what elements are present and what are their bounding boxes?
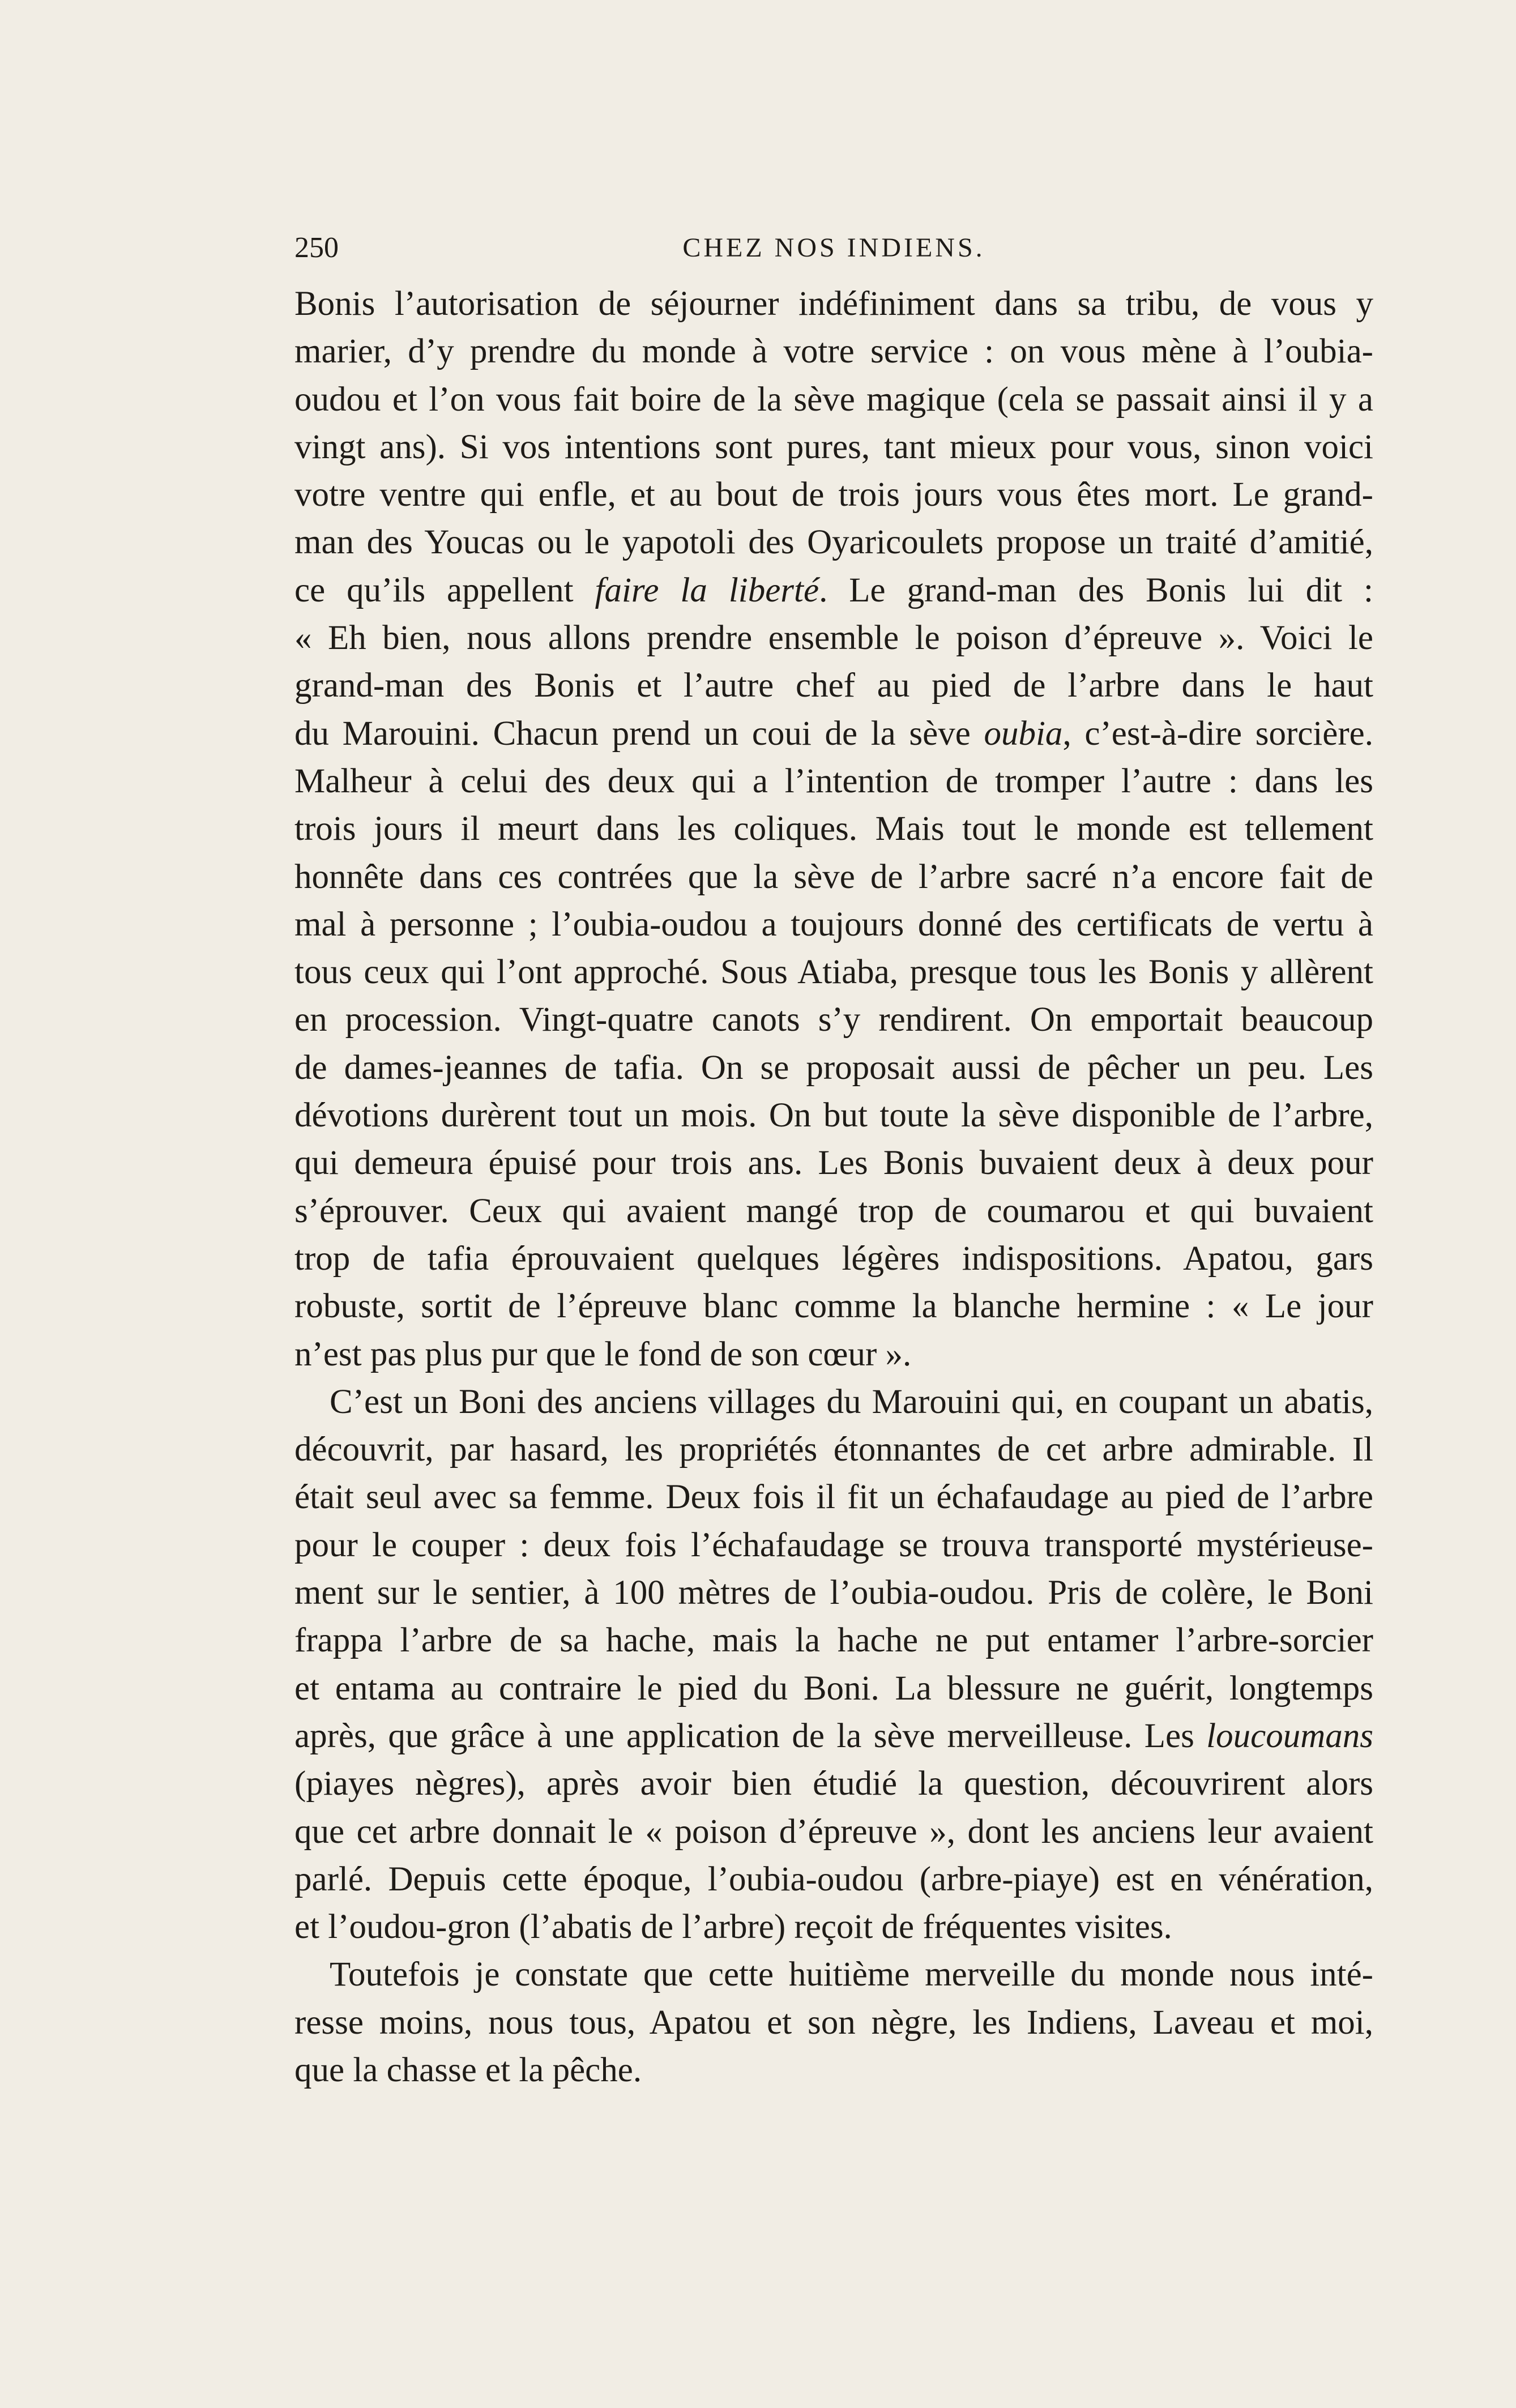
text-run: en procession. Vingt-quatre canots s’y rendirent. On emportait beaucoup xyxy=(294,1001,1373,1039)
text-line xyxy=(294,758,1373,805)
text-run: trois jours il meurt dans les coliques. Mais tout le monde est tellement xyxy=(294,810,1373,848)
italic-text: oubia xyxy=(984,714,1063,753)
page-header xyxy=(294,225,1373,271)
text-run: , c’est-à-dire sorcière. xyxy=(1062,714,1373,753)
text-line xyxy=(294,1903,1373,1951)
text-line xyxy=(294,567,1373,614)
text-line xyxy=(294,1235,1373,1283)
text-line xyxy=(294,376,1373,424)
text-line xyxy=(294,1283,1373,1330)
text-run: dévotions durèrent tout un mois. On but toute la sève disponible de l’arbre, xyxy=(294,1096,1373,1135)
text-run: que cet arbre donnait le « poison d’épreuve », dont les anciens leur avaient xyxy=(294,1812,1373,1851)
text-line xyxy=(294,1426,1373,1474)
paragraph xyxy=(294,1951,1373,2094)
text-run: resse moins, nous tous, Apatou et son nègre, les Indiens, Laveau et moi, xyxy=(294,2003,1373,2042)
text-line xyxy=(294,328,1373,375)
text-line xyxy=(294,853,1373,901)
text-line xyxy=(294,519,1373,566)
text-run: frappa l’arbre de sa hache, mais la hache ne put entamer l’arbre-sorcier xyxy=(294,1621,1373,1660)
text-run: que la chasse et la pêche. xyxy=(294,2051,642,2089)
text-line xyxy=(294,901,1373,949)
text-run: ce qu’ils appellent xyxy=(294,571,595,609)
body-text xyxy=(294,280,1373,2094)
text-run: du Marouini. Chacun prend un coui de la sève xyxy=(294,714,984,753)
text-run: après, que grâce à une application de la sève merveilleuse. Les xyxy=(294,1717,1207,1755)
text-run: qui demeura épuisé pour trois ans. Les Bonis buvaient deux à deux pour xyxy=(294,1144,1373,1182)
running-title: CHEZ NOS INDIENS. xyxy=(682,233,985,263)
text-run: oudou et l’on vous fait boire de la sève magique (cela se passait ainsi il y a xyxy=(294,380,1373,419)
page-number: 250 xyxy=(294,232,339,264)
text-run: pour le couper : deux fois l’échafaudage se trouva transporté mystérieuse- xyxy=(294,1526,1373,1564)
text-line xyxy=(294,949,1373,996)
text-line xyxy=(294,662,1373,710)
text-run: Malheur à celui des deux qui a l’intention de tromper l’autre : dans les xyxy=(294,762,1373,800)
text-run: robuste, sortit de l’épreuve blanc comme la blanche hermine : « Le jour xyxy=(294,1287,1373,1326)
text-line xyxy=(294,1808,1373,1856)
text-run: et entama au contraire le pied du Boni. La blessure ne guérit, longtemps xyxy=(294,1669,1373,1707)
text-line xyxy=(294,1092,1373,1139)
text-line xyxy=(294,1951,1373,1999)
text-run: C’est un Boni des anciens villages du Marouini qui, en coupant un abatis, xyxy=(330,1382,1373,1421)
text-run: découvrit, par hasard, les propriétés étonnantes de cet arbre admirable. Il xyxy=(294,1431,1373,1469)
italic-text: loucoumans xyxy=(1206,1717,1373,1755)
text-line xyxy=(294,424,1373,471)
text-run: marier, d’y prendre du monde à votre service : on vous mène à l’oubia- xyxy=(294,332,1373,371)
text-line xyxy=(294,805,1373,853)
text-run: n’est pas plus pur que le fond de son cœur ». xyxy=(294,1335,912,1373)
text-run: grand-man des Bonis et l’autre chef au pied de l’arbre dans le haut xyxy=(294,667,1373,705)
text-line xyxy=(294,1378,1373,1426)
text-run: vingt ans). Si vos intentions sont pures, tant mieux pour vous, sinon voici xyxy=(294,428,1373,466)
text-run: tous ceux qui l’ont approché. Sous Atiaba, presque tous les Bonis y allèrent xyxy=(294,953,1373,992)
text-line xyxy=(294,1139,1373,1187)
text-line xyxy=(294,1474,1373,1521)
text-line xyxy=(294,1188,1373,1235)
text-run: Bonis l’autorisation de séjourner indéfiniment dans sa tribu, de vous y xyxy=(294,285,1373,323)
text-line xyxy=(294,1665,1373,1713)
text-run: ment sur le sentier, à 100 mètres de l’oubia-oudou. Pris de colère, le Boni xyxy=(294,1574,1373,1612)
text-run: votre ventre qui enfle, et au bout de trois jours vous êtes mort. Le grand- xyxy=(294,476,1373,514)
text-run: . Le grand-man des Bonis lui dit : xyxy=(819,571,1373,609)
text-run: « Eh bien, nous allons prendre ensemble le poison d’épreuve ». Voici le xyxy=(294,619,1373,657)
text-line xyxy=(294,471,1373,519)
text-run: mal à personne ; l’oubia-oudou a toujours donné des certificats de vertu à xyxy=(294,905,1373,943)
italic-text: faire la liberté xyxy=(595,571,819,609)
text-run: et l’oudou-gron (l’abatis de l’arbre) reçoit de fréquentes visites. xyxy=(294,1908,1172,1946)
text-line xyxy=(294,1617,1373,1664)
text-line xyxy=(294,2047,1373,2094)
text-line xyxy=(294,1856,1373,1903)
text-line xyxy=(294,280,1373,328)
text-line xyxy=(294,1999,1373,2047)
text-run: honnête dans ces contrées que la sève de l’arbre sacré n’a encore fait de xyxy=(294,857,1373,896)
text-line xyxy=(294,1044,1373,1092)
text-run: man des Youcas ou le yapotoli des Oyaricoulets propose un traité d’amitié, xyxy=(294,523,1373,562)
text-line xyxy=(294,1760,1373,1808)
text-line xyxy=(294,1522,1373,1569)
text-line xyxy=(294,1713,1373,1760)
text-run: était seul avec sa femme. Deux fois il fit un échafaudage au pied de l’arbre xyxy=(294,1478,1373,1517)
paragraph xyxy=(294,1378,1373,1952)
text-run: Toutefois je constate que cette huitième merveille du monde nous inté- xyxy=(330,1956,1373,1994)
text-line xyxy=(294,1331,1373,1378)
text-run: (piayes nègres), après avoir bien étudié la question, découvrirent alors xyxy=(294,1765,1373,1803)
text-run: trop de tafia éprouvaient quelques légères indispositions. Apatou, gars xyxy=(294,1239,1373,1278)
text-line xyxy=(294,996,1373,1044)
text-run: parlé. Depuis cette époque, l’oubia-oudou (arbre-piaye) est en vénération, xyxy=(294,1860,1373,1898)
text-line xyxy=(294,614,1373,662)
text-line xyxy=(294,1569,1373,1617)
text-run: s’éprouver. Ceux qui avaient mangé trop de coumarou et qui buvaient xyxy=(294,1192,1373,1230)
text-line xyxy=(294,710,1373,758)
text-run: de dames-jeannes de tafia. On se proposait aussi de pêcher un peu. Les xyxy=(294,1048,1373,1087)
paragraph xyxy=(294,280,1373,1378)
